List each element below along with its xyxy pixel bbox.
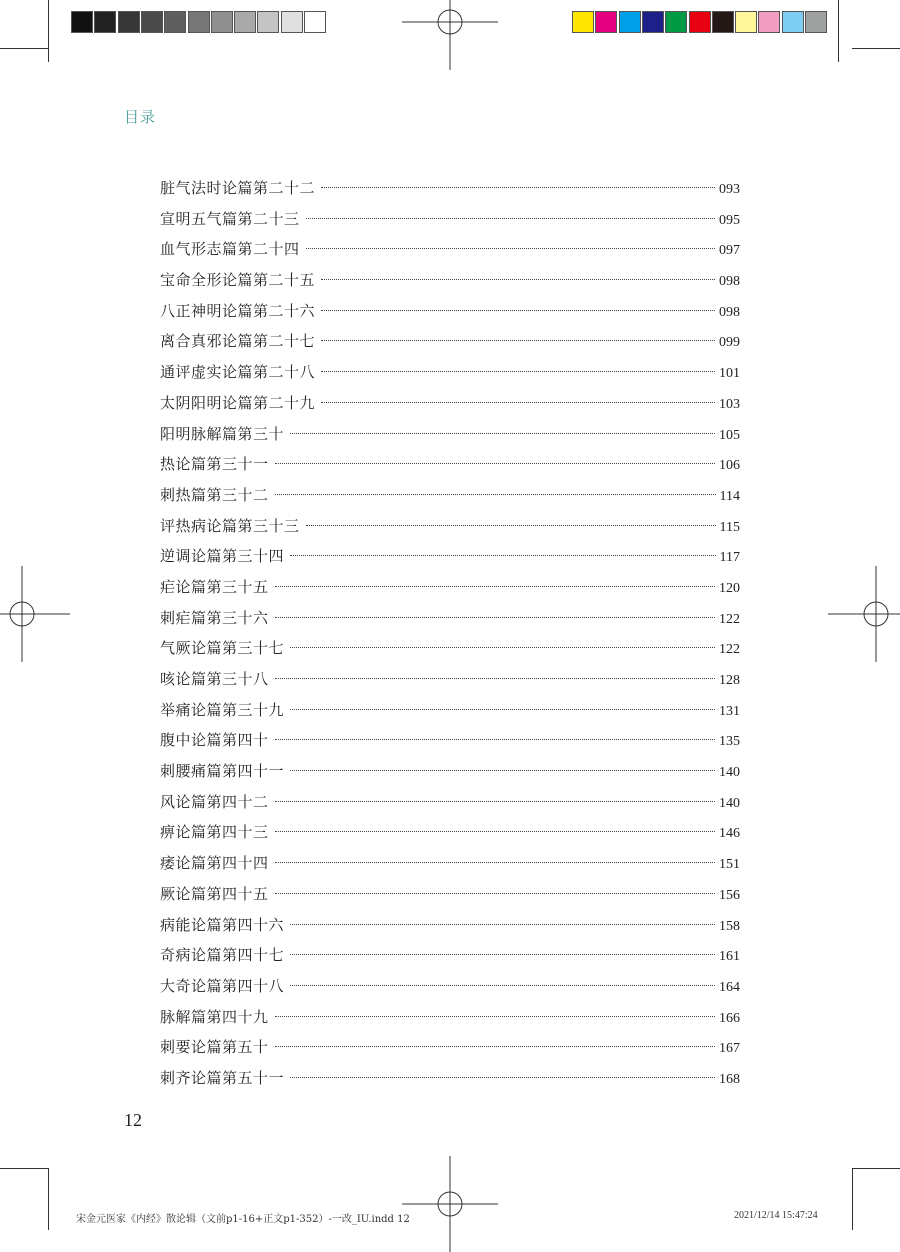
toc-leader-dots xyxy=(290,924,715,925)
toc-entry-title: 阳明脉解篇第三十 xyxy=(160,424,285,443)
gray-swatch xyxy=(234,11,256,33)
toc-entry[interactable] xyxy=(160,974,740,1005)
toc-leader-dots xyxy=(290,555,716,556)
toc-entry[interactable] xyxy=(160,422,740,453)
section-title: 目录 xyxy=(124,108,157,126)
toc-entry-page: 120 xyxy=(719,580,740,596)
toc-leader-dots xyxy=(290,709,715,710)
toc-leader-dots xyxy=(321,310,715,311)
toc-entry-page: 151 xyxy=(719,857,740,873)
toc-entry[interactable] xyxy=(160,1066,740,1097)
toc-entry-title: 八正神明论篇第二十六 xyxy=(160,301,316,320)
color-swatch xyxy=(619,11,641,33)
toc-entry-page: 156 xyxy=(719,887,740,903)
toc-entry[interactable] xyxy=(160,913,740,944)
toc-entry-title: 脏气法时论篇第二十二 xyxy=(160,179,316,197)
color-swatch xyxy=(782,11,804,33)
toc-leader-dots xyxy=(321,279,715,280)
page-number: 12 xyxy=(124,1110,142,1130)
toc-entry-page: 117 xyxy=(719,550,740,566)
toc-entry[interactable] xyxy=(160,1005,740,1036)
toc-entry-page: 140 xyxy=(719,765,740,781)
color-swatch xyxy=(572,11,594,33)
toc-leader-dots xyxy=(275,617,715,618)
gray-swatch xyxy=(281,11,303,33)
toc-entry-title: 逆调论篇第三十四 xyxy=(160,547,285,566)
registration-mark-top xyxy=(402,0,498,70)
toc-leader-dots xyxy=(275,893,715,894)
toc-entry[interactable] xyxy=(160,299,740,330)
toc-entry-page: 146 xyxy=(719,826,740,842)
toc-entry[interactable] xyxy=(160,452,740,483)
toc-leader-dots xyxy=(275,831,715,832)
toc-entry-title: 痹论篇第四十三 xyxy=(160,823,269,842)
toc-leader-dots xyxy=(306,248,715,249)
toc-entry-page: 168 xyxy=(719,1071,740,1087)
color-swatch xyxy=(642,11,664,33)
toc-leader-dots xyxy=(290,647,715,648)
toc-leader-dots xyxy=(275,1046,715,1047)
toc-entry-page: 099 xyxy=(719,335,740,351)
toc-leader-dots xyxy=(275,801,715,802)
color-swatch xyxy=(805,11,827,33)
toc-entry[interactable] xyxy=(160,606,740,637)
toc-entry-page: 161 xyxy=(719,949,740,965)
toc-entry[interactable] xyxy=(160,329,740,360)
toc-entry[interactable] xyxy=(160,943,740,974)
registration-mark-bottom xyxy=(402,1156,498,1252)
toc-entry[interactable] xyxy=(160,176,740,207)
toc-entry[interactable] xyxy=(160,360,740,391)
toc-entry-page: 097 xyxy=(719,243,740,259)
toc-entry-page: 103 xyxy=(719,396,740,412)
toc-entry[interactable] xyxy=(160,728,740,759)
toc-entry[interactable] xyxy=(160,851,740,882)
gray-swatch xyxy=(164,11,186,33)
toc-entry-title: 刺热篇第三十二 xyxy=(160,485,269,504)
toc-leader-dots xyxy=(275,463,715,464)
toc-entry-title: 离合真邪论篇第二十七 xyxy=(160,332,316,351)
toc-entry-page: 098 xyxy=(719,274,740,290)
toc-leader-dots xyxy=(321,340,715,341)
toc-entry-page: 158 xyxy=(719,918,740,934)
gray-swatch xyxy=(188,11,210,33)
color-swatch xyxy=(595,11,617,33)
toc-entry[interactable] xyxy=(160,667,740,698)
toc-entry-title: 气厥论篇第三十七 xyxy=(160,639,285,658)
toc-entry[interactable] xyxy=(160,237,740,268)
toc-entry-title: 腹中论篇第四十 xyxy=(160,731,269,750)
toc-entry[interactable] xyxy=(160,636,740,667)
toc-entry-page: 131 xyxy=(719,703,740,719)
toc-leader-dots xyxy=(321,371,715,372)
toc-entry-title: 病能论篇第四十六 xyxy=(160,915,285,934)
toc-entry-page: 140 xyxy=(719,795,740,811)
toc-leader-dots xyxy=(275,739,715,740)
slug-timestamp: 2021/12/14 15:47:24 xyxy=(734,1210,818,1221)
gray-swatch xyxy=(304,11,326,33)
color-swatch xyxy=(735,11,757,33)
toc-entry-page: 135 xyxy=(719,734,740,750)
toc-leader-dots xyxy=(290,985,715,986)
toc-entry[interactable] xyxy=(160,759,740,790)
gray-swatch xyxy=(141,11,163,33)
toc-entry-title: 厥论篇第四十五 xyxy=(160,884,269,903)
toc-leader-dots xyxy=(275,862,715,863)
toc-entry-page: 128 xyxy=(719,673,740,688)
toc-entry[interactable] xyxy=(160,820,740,851)
toc-entry-page: 167 xyxy=(719,1041,740,1057)
registration-mark-left xyxy=(0,566,70,662)
toc-entry-title: 通评虚实论篇第二十八 xyxy=(160,363,316,382)
toc-entry[interactable] xyxy=(160,790,740,821)
toc-entry-title: 太阴阳明论篇第二十九 xyxy=(160,393,316,412)
toc-entry-title: 刺疟篇第三十六 xyxy=(160,608,269,627)
toc-entry-title: 刺要论篇第五十 xyxy=(160,1038,269,1057)
toc-entry[interactable] xyxy=(160,882,740,913)
toc-entry-title: 疟论篇第三十五 xyxy=(160,577,269,596)
gray-swatch xyxy=(71,11,93,33)
toc-leader-dots xyxy=(275,586,715,587)
toc-leader-dots xyxy=(290,433,715,434)
toc-entry-page: 093 xyxy=(719,182,740,197)
toc-entry[interactable] xyxy=(160,698,740,729)
gray-swatch xyxy=(94,11,116,33)
toc-entry-title: 举痛论篇第三十九 xyxy=(160,700,285,719)
toc-leader-dots xyxy=(290,954,715,955)
toc-entry[interactable] xyxy=(160,514,740,545)
toc-leader-dots xyxy=(275,678,715,679)
toc-entry-page: 098 xyxy=(719,304,740,320)
toc-entry[interactable] xyxy=(160,544,740,575)
toc-entry-title: 刺齐论篇第五十一 xyxy=(160,1068,285,1087)
toc-entry[interactable] xyxy=(160,391,740,422)
toc-entry-title: 痿论篇第四十四 xyxy=(160,854,269,873)
toc-entry-title: 风论篇第四十二 xyxy=(160,792,269,811)
toc-entry-page: 106 xyxy=(719,458,740,474)
toc-leader-dots xyxy=(290,1077,715,1078)
gray-swatch xyxy=(118,11,140,33)
color-swatch xyxy=(665,11,687,33)
toc-entry-page: 095 xyxy=(719,212,740,228)
toc-entry-title: 宝命全形论篇第二十五 xyxy=(160,271,316,290)
toc-leader-dots xyxy=(306,525,716,526)
registration-mark-right xyxy=(828,566,900,662)
color-swatch xyxy=(712,11,734,33)
toc-leader-dots xyxy=(290,770,715,771)
toc-entry-title: 大奇论篇第四十八 xyxy=(160,976,285,995)
toc-leader-dots xyxy=(306,218,715,219)
toc-entry-page: 166 xyxy=(719,1010,740,1026)
toc-entry[interactable] xyxy=(160,207,740,238)
gray-swatch xyxy=(257,11,279,33)
toc-leader-dots xyxy=(275,1016,715,1017)
table-of-contents xyxy=(160,176,740,1097)
toc-entry-title: 血气形志篇第二十四 xyxy=(160,240,300,259)
toc-entry-title: 热论篇第三十一 xyxy=(160,455,269,474)
color-swatch xyxy=(758,11,780,33)
toc-entry-page: 164 xyxy=(719,979,740,995)
toc-entry[interactable] xyxy=(160,575,740,606)
toc-entry-page: 115 xyxy=(719,519,740,535)
toc-leader-dots xyxy=(321,402,715,403)
toc-entry-page: 101 xyxy=(719,366,740,382)
toc-entry-page: 122 xyxy=(719,642,740,658)
toc-entry-title: 奇病论篇第四十七 xyxy=(160,946,285,965)
toc-entry-page: 114 xyxy=(719,488,740,504)
gray-swatch xyxy=(211,11,233,33)
toc-entry[interactable] xyxy=(160,483,740,514)
toc-entry-title: 宣明五气篇第二十三 xyxy=(160,209,300,228)
toc-leader-dots xyxy=(275,494,716,495)
toc-entry-title: 刺腰痛篇第四十一 xyxy=(160,762,285,781)
toc-entry-page: 105 xyxy=(719,427,740,443)
color-swatch xyxy=(689,11,711,33)
toc-entry[interactable] xyxy=(160,268,740,299)
toc-entry-title: 评热病论篇第三十三 xyxy=(160,516,300,535)
toc-entry[interactable] xyxy=(160,1035,740,1066)
toc-entry-title: 咳论篇第三十八 xyxy=(160,670,269,688)
slug-filename: 宋金元医家《内经》散论辑（文前p1-16+正文p1-352）-一改_IU.indd 12 xyxy=(76,1214,410,1225)
toc-entry-title: 脉解篇第四十九 xyxy=(160,1007,269,1026)
toc-entry-page: 122 xyxy=(719,611,740,627)
toc-leader-dots xyxy=(321,187,715,188)
